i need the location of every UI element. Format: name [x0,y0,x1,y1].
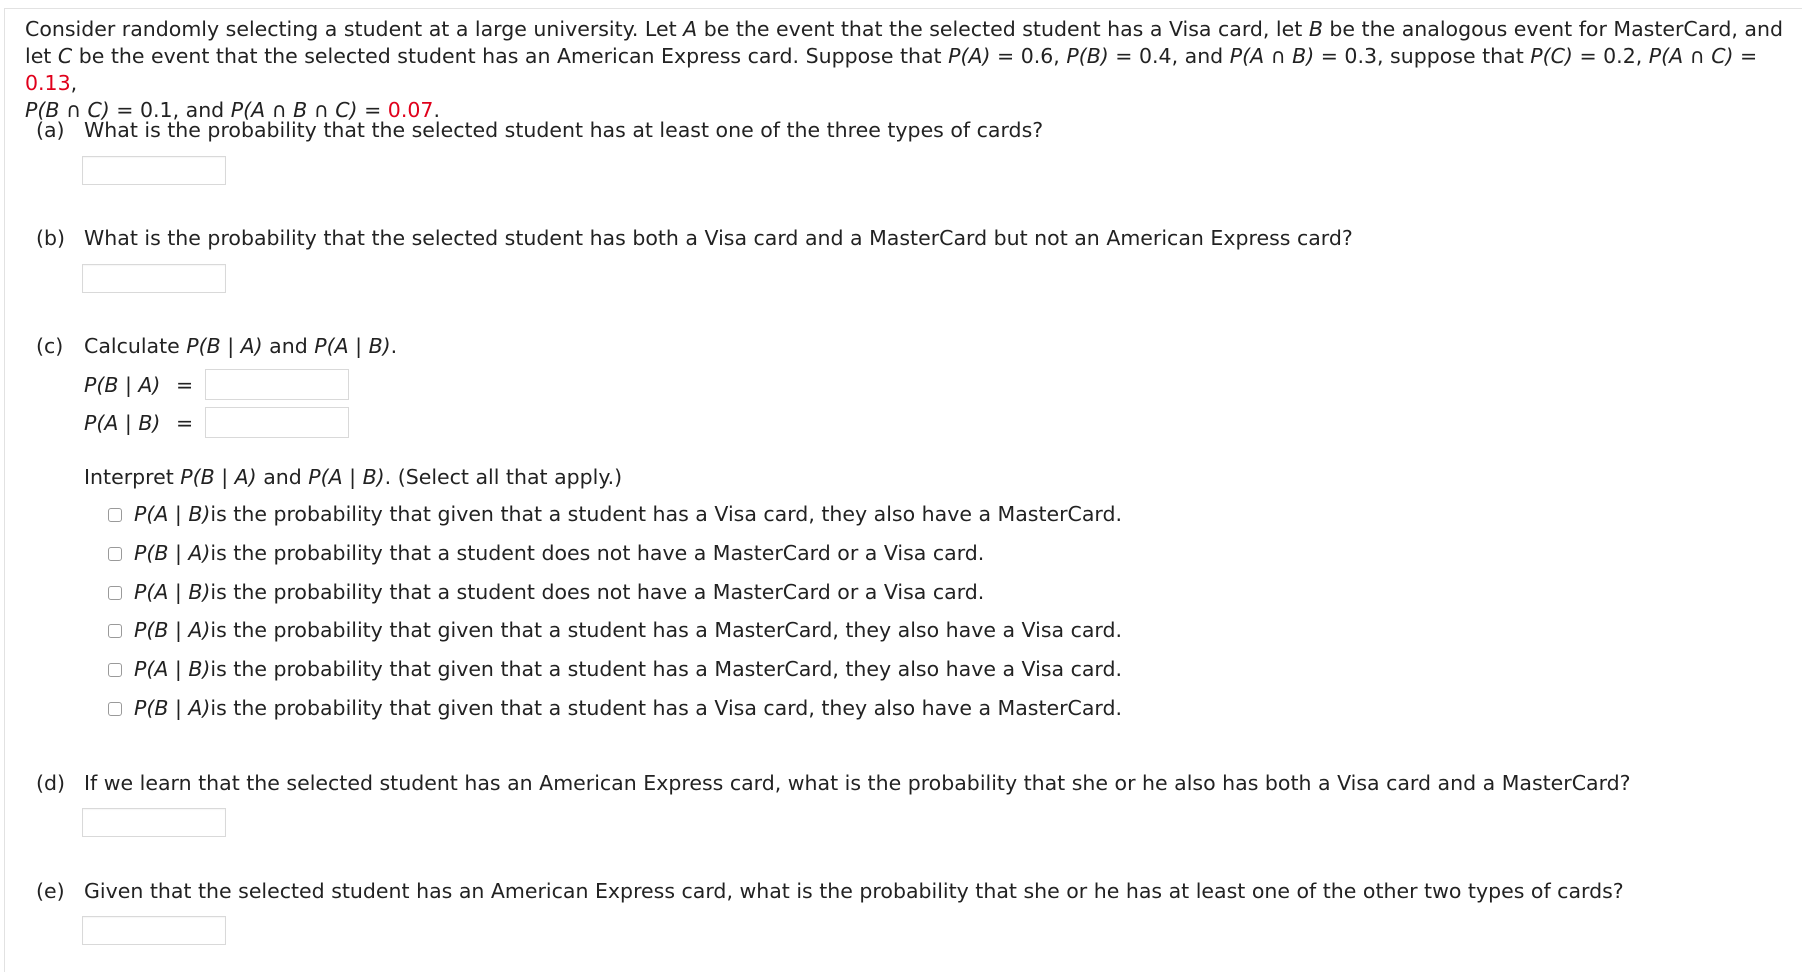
p-a-given-b-input[interactable] [205,407,349,438]
interpretation-option-4[interactable]: P(B | A) is the probability that given that a student has a MasterCard, they also have a Visa card. [108,617,1122,644]
checkbox[interactable] [108,663,122,677]
part-label: (d) [36,771,66,795]
checkbox[interactable] [108,547,122,561]
part-e-answer-input[interactable] [82,916,226,945]
interpretation-option-6[interactable]: P(B | A) is the probability that given that a student has a Visa card, they also have a MasterCard. [108,695,1122,722]
interpretation-option-2[interactable]: P(B | A) is the probability that a student does not have a MasterCard or a Visa card. [108,540,984,567]
part-a-answer-input[interactable] [82,156,226,185]
part-label: (b) [36,226,66,250]
interpret-prompt: Interpret P(B | A) and P(A | B). (Select all that apply.) [84,465,623,489]
checkbox[interactable] [108,508,122,522]
part-a-question: (a) What is the probability that the selected student has at least one of the three types of cards? [36,118,1044,142]
part-e-question: (e) Given that the selected student has an American Express card, what is the probability that she or he has at least one of the other two types of cards? [36,879,1624,903]
checkbox[interactable] [108,624,122,638]
part-label: (e) [36,879,65,903]
interpretation-option-5[interactable]: P(A | B) is the probability that given that a student has a MasterCard, they also have a Visa card. [108,656,1122,683]
interpretation-option-3[interactable]: P(A | B) is the probability that a student does not have a MasterCard or a Visa card. [108,579,984,606]
part-label: (a) [36,118,65,142]
p-a-given-b-label: P(A | B) = [84,411,194,435]
part-d-question: (d) If we learn that the selected student has an American Express card, what is the probability that she or he also has both a Visa card and a MasterCard? [36,771,1631,795]
highlighted-value: 0.07 [387,98,434,122]
part-d-answer-input[interactable] [82,808,226,837]
part-label: (c) [36,334,64,358]
part-b-question: (b) What is the probability that the selected student has both a Visa card and a MasterCard but not an American Express card? [36,226,1353,250]
p-b-given-a-label: P(B | A) = [84,373,194,397]
p-b-given-a-input[interactable] [205,369,349,400]
part-c-question: (c) Calculate P(B | A) and P(A | B). [36,334,398,358]
problem-statement: Consider randomly selecting a student at a large university. Let A be the event that the selected student has a Visa card, let B be the analogous event for MasterCard, and let C be the event that the selected student has an American Express card. Suppose that P(A) = 0.6, P(B) = 0.4, and P(A ∩ B) = 0.3, suppose that P(C) = 0.2, P(A ∩ C) = 0.13, P(B ∩ C) = 0.1, and P(A ∩ B ∩ C) = 0.07. [25,17,1783,122]
part-b-answer-input[interactable] [82,264,226,293]
checkbox[interactable] [108,586,122,600]
checkbox[interactable] [108,702,122,716]
highlighted-value: 0.13 [25,71,71,95]
interpretation-option-1[interactable]: P(A | B) is the probability that given that a student has a Visa card, they also have a MasterCard. [108,501,1122,528]
